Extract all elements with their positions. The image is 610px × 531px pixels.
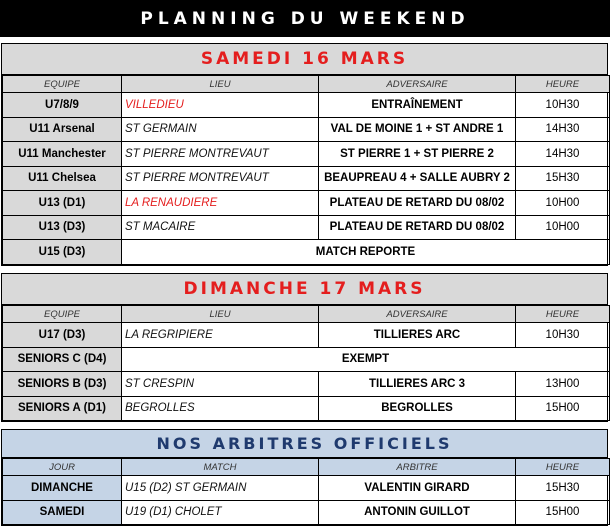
header-equipe: EQUIPE xyxy=(3,76,122,93)
saturday-header-row xyxy=(3,76,610,93)
sunday-table xyxy=(2,305,610,421)
header-heure: HEURE xyxy=(516,76,610,93)
match-reported-cell: MATCH REPORTE xyxy=(122,240,610,265)
team-cell: U11 Manchester xyxy=(3,142,122,167)
sunday-header-row xyxy=(3,306,610,323)
lieu-cell: ST PIERRE MONTREVAUT xyxy=(122,142,319,167)
table-row xyxy=(3,396,610,421)
team-cell: SENIORS B (D3) xyxy=(3,372,122,397)
team-cell: SENIORS C (D4) xyxy=(3,347,122,372)
table-row xyxy=(3,476,610,501)
sunday-title: DIMANCHE 17 MARS xyxy=(2,274,607,305)
table-row xyxy=(3,166,610,191)
header-adversaire: ADVERSAIRE xyxy=(319,306,516,323)
exempt-cell: EXEMPT xyxy=(122,347,610,372)
time-cell: 15H00 xyxy=(516,396,610,421)
lieu-cell: VILLEDIEU xyxy=(122,93,319,118)
team-cell: U13 (D3) xyxy=(3,215,122,240)
lieu-cell: LA RENAUDIERE xyxy=(122,191,319,216)
team-cell: U11 Arsenal xyxy=(3,117,122,142)
team-cell: U13 (D1) xyxy=(3,191,122,216)
saturday-section xyxy=(1,43,608,266)
table-row xyxy=(3,500,610,525)
referee-cell: VALENTIN GIRARD xyxy=(319,476,516,501)
lieu-cell: ST GERMAIN xyxy=(122,117,319,142)
opponent-cell: PLATEAU DE RETARD DU 08/02 xyxy=(319,215,516,240)
table-row xyxy=(3,215,610,240)
opponent-cell: PLATEAU DE RETARD DU 08/02 xyxy=(319,191,516,216)
lieu-cell: ST MACAIRE xyxy=(122,215,319,240)
page-title: PLANNING DU WEEKEND xyxy=(0,0,610,37)
header-adversaire: ADVERSAIRE xyxy=(319,76,516,93)
saturday-table xyxy=(2,75,610,265)
table-row xyxy=(3,191,610,216)
time-cell: 14H30 xyxy=(516,117,610,142)
header-lieu: LIEU xyxy=(122,76,319,93)
time-cell: 10H00 xyxy=(516,191,610,216)
time-cell: 15H00 xyxy=(516,500,610,525)
time-cell: 10H00 xyxy=(516,215,610,240)
match-cell: U15 (D2) ST GERMAIN xyxy=(122,476,319,501)
referees-table xyxy=(2,458,610,525)
header-lieu: LIEU xyxy=(122,306,319,323)
header-arbitre: ARBITRE xyxy=(319,459,516,476)
time-cell: 10H30 xyxy=(516,93,610,118)
time-cell: 13H00 xyxy=(516,372,610,397)
match-cell: U19 (D1) CHOLET xyxy=(122,500,319,525)
opponent-cell: TILLIERES ARC 3 xyxy=(319,372,516,397)
table-row xyxy=(3,93,610,118)
time-cell: 15H30 xyxy=(516,166,610,191)
team-cell: U7/8/9 xyxy=(3,93,122,118)
table-row-exempt xyxy=(3,347,610,372)
referees-title: NOS ARBITRES OFFICIELS xyxy=(2,430,607,458)
table-row-reported xyxy=(3,240,610,265)
table-row xyxy=(3,142,610,167)
lieu-cell: ST PIERRE MONTREVAUT xyxy=(122,166,319,191)
opponent-cell: ST PIERRE 1 + ST PIERRE 2 xyxy=(319,142,516,167)
header-heure: HEURE xyxy=(516,459,610,476)
table-row xyxy=(3,117,610,142)
opponent-cell: BEAUPREAU 4 + SALLE AUBRY 2 xyxy=(319,166,516,191)
opponent-cell: TILLIERES ARC xyxy=(319,323,516,348)
time-cell: 15H30 xyxy=(516,476,610,501)
referees-section xyxy=(1,429,608,526)
team-cell: U17 (D3) xyxy=(3,323,122,348)
team-cell: U15 (D3) xyxy=(3,240,122,265)
lieu-cell: ST CRESPIN xyxy=(122,372,319,397)
time-cell: 14H30 xyxy=(516,142,610,167)
day-cell: DIMANCHE xyxy=(3,476,122,501)
opponent-cell: ENTRAÎNEMENT xyxy=(319,93,516,118)
header-match: MATCH xyxy=(122,459,319,476)
table-row xyxy=(3,323,610,348)
referees-header-row xyxy=(3,459,610,476)
header-equipe: EQUIPE xyxy=(3,306,122,323)
saturday-title: SAMEDI 16 MARS xyxy=(2,44,607,75)
referee-cell: ANTONIN GUILLOT xyxy=(319,500,516,525)
lieu-cell: LA REGRIPIERE xyxy=(122,323,319,348)
day-cell: SAMEDI xyxy=(3,500,122,525)
team-cell: SENIORS A (D1) xyxy=(3,396,122,421)
header-heure: HEURE xyxy=(516,306,610,323)
time-cell: 10H30 xyxy=(516,323,610,348)
opponent-cell: VAL DE MOINE 1 + ST ANDRE 1 xyxy=(319,117,516,142)
table-row xyxy=(3,372,610,397)
opponent-cell: BEGROLLES xyxy=(319,396,516,421)
sunday-section xyxy=(1,273,608,422)
lieu-cell: BEGROLLES xyxy=(122,396,319,421)
team-cell: U11 Chelsea xyxy=(3,166,122,191)
header-jour: JOUR xyxy=(3,459,122,476)
